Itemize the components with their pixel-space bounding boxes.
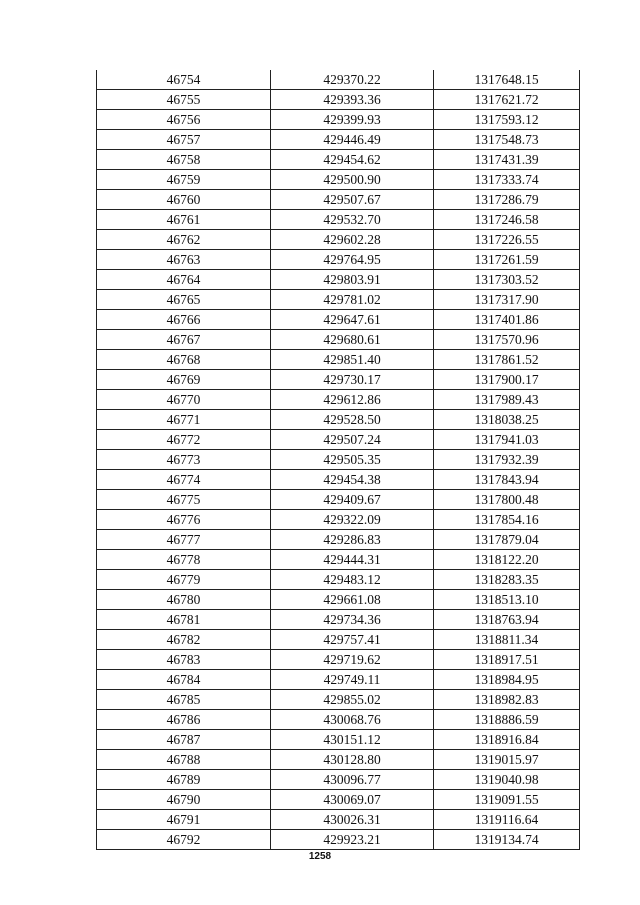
point-id-cell: 46757 [97,130,271,150]
y-coordinate-cell: 1317431.39 [434,150,580,170]
y-coordinate-cell: 1318283.35 [434,570,580,590]
x-coordinate-cell: 429602.28 [271,230,434,250]
point-id-cell: 46789 [97,770,271,790]
y-coordinate-cell: 1317593.12 [434,110,580,130]
table-row [97,530,580,550]
point-id-cell: 46781 [97,610,271,630]
point-id-cell: 46759 [97,170,271,190]
point-id-cell: 46768 [97,350,271,370]
point-id-cell: 46777 [97,530,271,550]
y-coordinate-cell: 1317548.73 [434,130,580,150]
x-coordinate-cell: 429851.40 [271,350,434,370]
x-coordinate-cell: 429749.11 [271,670,434,690]
y-coordinate-cell: 1317246.58 [434,210,580,230]
y-coordinate-cell: 1318886.59 [434,710,580,730]
y-coordinate-cell: 1317854.16 [434,510,580,530]
point-id-cell: 46772 [97,430,271,450]
x-coordinate-cell: 429507.24 [271,430,434,450]
x-coordinate-cell: 429393.36 [271,90,434,110]
point-id-cell: 46766 [97,310,271,330]
point-id-cell: 46765 [97,290,271,310]
table-row [97,370,580,390]
table-row [97,550,580,570]
y-coordinate-cell: 1319134.74 [434,830,580,850]
y-coordinate-cell: 1318811.34 [434,630,580,650]
y-coordinate-cell: 1317303.52 [434,270,580,290]
x-coordinate-cell: 429730.17 [271,370,434,390]
x-coordinate-cell: 429454.38 [271,470,434,490]
table-row [97,450,580,470]
table-row [97,170,580,190]
point-id-cell: 46771 [97,410,271,430]
x-coordinate-cell: 429444.31 [271,550,434,570]
y-coordinate-cell: 1317843.94 [434,470,580,490]
table-row [97,210,580,230]
y-coordinate-cell: 1317226.55 [434,230,580,250]
point-id-cell: 46761 [97,210,271,230]
x-coordinate-cell: 429855.02 [271,690,434,710]
x-coordinate-cell: 430151.12 [271,730,434,750]
x-coordinate-cell: 429803.91 [271,270,434,290]
point-id-cell: 46762 [97,230,271,250]
x-coordinate-cell: 429781.02 [271,290,434,310]
x-coordinate-cell: 429612.86 [271,390,434,410]
x-coordinate-cell: 429528.50 [271,410,434,430]
point-id-cell: 46774 [97,470,271,490]
point-id-cell: 46783 [97,650,271,670]
y-coordinate-cell: 1318916.84 [434,730,580,750]
x-coordinate-cell: 429923.21 [271,830,434,850]
table-row [97,670,580,690]
x-coordinate-cell: 430026.31 [271,810,434,830]
table-row [97,90,580,110]
table-row [97,310,580,330]
x-coordinate-cell: 429661.08 [271,590,434,610]
y-coordinate-cell: 1319040.98 [434,770,580,790]
x-coordinate-cell: 429399.93 [271,110,434,130]
y-coordinate-cell: 1317941.03 [434,430,580,450]
x-coordinate-cell: 429507.67 [271,190,434,210]
y-coordinate-cell: 1318038.25 [434,410,580,430]
y-coordinate-cell: 1318763.94 [434,610,580,630]
y-coordinate-cell: 1317932.39 [434,450,580,470]
y-coordinate-cell: 1317621.72 [434,90,580,110]
y-coordinate-cell: 1317648.15 [434,70,580,90]
y-coordinate-cell: 1318513.10 [434,590,580,610]
table-row [97,610,580,630]
x-coordinate-cell: 429322.09 [271,510,434,530]
table-row [97,190,580,210]
point-id-cell: 46770 [97,390,271,410]
y-coordinate-cell: 1317879.04 [434,530,580,550]
table-row [97,70,580,90]
point-id-cell: 46790 [97,790,271,810]
table-row [97,710,580,730]
table-row [97,470,580,490]
table-row [97,270,580,290]
table-row [97,230,580,250]
y-coordinate-cell: 1318122.20 [434,550,580,570]
table-row [97,410,580,430]
table-row [97,430,580,450]
point-id-cell: 46786 [97,710,271,730]
y-coordinate-cell: 1318984.95 [434,670,580,690]
coordinates-table-body [97,70,580,850]
point-id-cell: 46778 [97,550,271,570]
table-row [97,730,580,750]
table-row [97,690,580,710]
y-coordinate-cell: 1319091.55 [434,790,580,810]
table-row [97,350,580,370]
table-row [97,630,580,650]
point-id-cell: 46788 [97,750,271,770]
table-row [97,130,580,150]
table-row [97,590,580,610]
point-id-cell: 46782 [97,630,271,650]
y-coordinate-cell: 1317286.79 [434,190,580,210]
y-coordinate-cell: 1317317.90 [434,290,580,310]
table-row [97,570,580,590]
point-id-cell: 46767 [97,330,271,350]
table-row [97,250,580,270]
x-coordinate-cell: 429680.61 [271,330,434,350]
x-coordinate-cell: 429483.12 [271,570,434,590]
point-id-cell: 46769 [97,370,271,390]
x-coordinate-cell: 429370.22 [271,70,434,90]
table-row [97,290,580,310]
table-row [97,330,580,350]
point-id-cell: 46758 [97,150,271,170]
table-row [97,390,580,410]
table-row [97,110,580,130]
point-id-cell: 46791 [97,810,271,830]
point-id-cell: 46787 [97,730,271,750]
x-coordinate-cell: 429446.49 [271,130,434,150]
point-id-cell: 46779 [97,570,271,590]
table-row [97,790,580,810]
x-coordinate-cell: 429719.62 [271,650,434,670]
x-coordinate-cell: 429286.83 [271,530,434,550]
table-row [97,150,580,170]
point-id-cell: 46776 [97,510,271,530]
x-coordinate-cell: 429757.41 [271,630,434,650]
y-coordinate-cell: 1317800.48 [434,490,580,510]
point-id-cell: 46784 [97,670,271,690]
y-coordinate-cell: 1319116.64 [434,810,580,830]
point-id-cell: 46755 [97,90,271,110]
table-row [97,510,580,530]
table-row [97,830,580,850]
x-coordinate-cell: 430128.80 [271,750,434,770]
x-coordinate-cell: 430069.07 [271,790,434,810]
x-coordinate-cell: 429409.67 [271,490,434,510]
point-id-cell: 46754 [97,70,271,90]
point-id-cell: 46792 [97,830,271,850]
point-id-cell: 46780 [97,590,271,610]
y-coordinate-cell: 1317401.86 [434,310,580,330]
x-coordinate-cell: 429532.70 [271,210,434,230]
x-coordinate-cell: 429647.61 [271,310,434,330]
x-coordinate-cell: 430068.76 [271,710,434,730]
page-number: 1258 [308,851,332,862]
x-coordinate-cell: 430096.77 [271,770,434,790]
table-row [97,770,580,790]
point-id-cell: 46773 [97,450,271,470]
coordinates-table [96,70,580,850]
point-id-cell: 46763 [97,250,271,270]
x-coordinate-cell: 429454.62 [271,150,434,170]
point-id-cell: 46756 [97,110,271,130]
x-coordinate-cell: 429505.35 [271,450,434,470]
point-id-cell: 46764 [97,270,271,290]
point-id-cell: 46775 [97,490,271,510]
y-coordinate-cell: 1318917.51 [434,650,580,670]
x-coordinate-cell: 429764.95 [271,250,434,270]
y-coordinate-cell: 1317261.59 [434,250,580,270]
y-coordinate-cell: 1317989.43 [434,390,580,410]
table-row [97,750,580,770]
y-coordinate-cell: 1317900.17 [434,370,580,390]
y-coordinate-cell: 1317861.52 [434,350,580,370]
x-coordinate-cell: 429734.36 [271,610,434,630]
table-row [97,810,580,830]
y-coordinate-cell: 1319015.97 [434,750,580,770]
y-coordinate-cell: 1317570.96 [434,330,580,350]
point-id-cell: 46760 [97,190,271,210]
x-coordinate-cell: 429500.90 [271,170,434,190]
y-coordinate-cell: 1318982.83 [434,690,580,710]
table-row [97,490,580,510]
y-coordinate-cell: 1317333.74 [434,170,580,190]
point-id-cell: 46785 [97,690,271,710]
table-row [97,650,580,670]
